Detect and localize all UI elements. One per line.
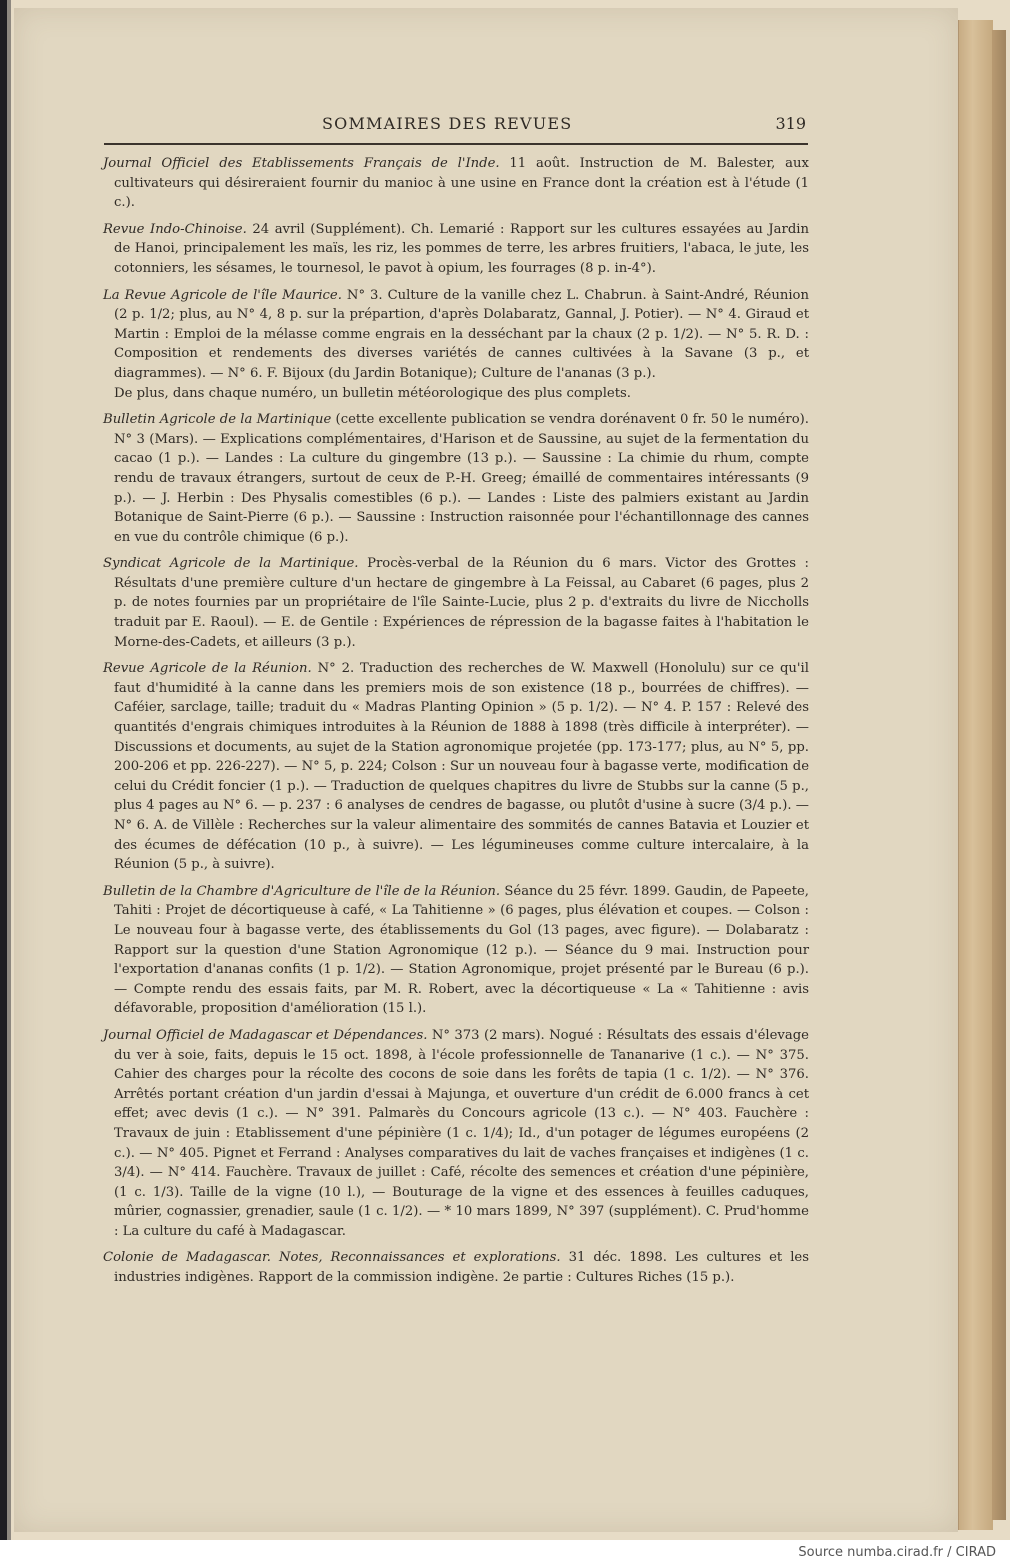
entry-chambre-agriculture-reunion: [103, 882, 809, 1019]
viewer-footer: [0, 1540, 1010, 1566]
review-summaries: [103, 154, 809, 1295]
entry-text: Séance du 25 févr. 1899. Gaudin, de Papeete, Tahiti : Projet de décortiqueuse à café, « La Tahitienne » (6 pages, plus élévation et coupes. — Colson : Le nouveau four à bagasse verte, des établissements du Gol (13 pages, avec figure). — Dolabaratz : Rapport sur la question d'une Station Agronomique (12 p.). — Séance du 9 mai. Instruction pour l'exportation d'ananas confits (1 p. 1/2). — Station Agronomique, projet présenté par le Bureau (6 p.). — Compte rendu des essais faits, par M. R. Robert, avec la décortiqueuse « La « Tahitienne : avis défavorable, proposition d'amélioration (15 l.).: [114, 883, 809, 1017]
header-rule: [104, 143, 808, 145]
entry-source: Journal Officiel de Madagascar et Dépendances.: [103, 1027, 428, 1043]
source-credit: Source numba.cirad.fr / CIRAD: [798, 1545, 996, 1560]
entry-text: (cette excellente publication se vendra dorénavent 0 fr. 50 le numéro). N° 3 (Mars). — Explications complémentaires, d'Harison et de Saussine, au sujet de la fermentation du cacao (1 p.). — Landes : La culture du gingembre (13 p.). — Saussine : La chimie du rhum, compte rendu de travaux étrangers, surtout de ceux de P.-H. Greeg; émaillé de commentaires intéressants (9 p.). — J. Herbin : Des Physalis comestibles (6 p.). — Landes : Liste des palmiers existant au Jardin Botanique de Saint-Pierre (6 p.). — Saussine : Instruction raisonnée pour l'échantillonnage des cannes en vue du contrôle chimique (6 p.).: [114, 412, 809, 545]
entry-text: 24 avril (Supplément). Ch. Lemarié : Rapport sur les cultures essayées au Jardin de Hanoi, principalement les maïs, les riz, les pommes de terre, les arbres fruitiers, l'abaca, le jute, les cotonniers, les sésames, le tournesol, le pavot à opium, les fourrages (8 p. in-4°).: [114, 221, 809, 276]
entry-text: 31 déc. 1898. Les cultures et les industries indigènes. Rapport de la commission indigène. 2e partie : Cultures Riches (15 p.).: [114, 1250, 809, 1286]
running-title: SOMMAIRES DES REVUES: [322, 114, 573, 133]
entry-text: N° 3. Culture de la vanille chez L. Chabrun. à Saint-André, Réunion (2 p. 1/2; plus, au N° 4, 8 p. sur la prépartion, d'après Dolabaratz, Gannal, J. Potier). — N° 4. Giraud et Martin : Emploi de la mélasse comme engrais en la desséchant par la chaux (2 p. 1/2). — N° 5. R. D. : Composition et rendements des diverses variétés de cannes cultivées à la Savane (3 p., et diagrammes). — N° 6. F. Bijoux (du Jardin Botanique); Culture de l'ananas (3 p.).: [114, 287, 809, 381]
entry-source: Revue Indo-Chinoise.: [103, 221, 247, 237]
entry-source: Syndicat Agricole de la Martinique.: [103, 556, 359, 572]
entry-colonie-madagascar: [103, 1248, 809, 1287]
entry-source: La Revue Agricole de l'île Maurice.: [103, 287, 342, 303]
entry-journal-officiel-inde: [103, 154, 809, 213]
page-edge-stack: [958, 20, 993, 1530]
entry-text: 11 août. Instruction de M. Balester, aux cultivateurs qui désireraient fournir du manioc à une usine en France dont la création est à l'étude (1 c.).: [114, 156, 809, 211]
entry-source: Colonie de Madagascar. Notes, Reconnaissances et explorations.: [103, 1250, 561, 1266]
entry-source: Bulletin Agricole de la Martinique: [103, 412, 332, 428]
entry-note: De plus, dans chaque numéro, un bulletin météorologique des plus complets.: [114, 385, 631, 401]
entry-journal-officiel-madagascar: [103, 1026, 809, 1242]
entry-syndicat-martinique: [103, 554, 809, 652]
entry-revue-indo-chinoise: [103, 220, 809, 279]
entry-text: N° 373 (2 mars). Nogué : Résultats des essais d'élevage du ver à soie, faits, depuis le 15 oct. 1898, à l'école professionnelle de Tananarive (1 c.). — N° 375. Cahier des charges pour la récolte des cocons de soie dans les forêts de tapia (1 c. 1/2). — N° 376. Arrêtés portant création d'un jardin d'essai à Majunga, et ouverture d'un crédit de 6.000 francs à cet effet; avec devis (1 c.). — N° 391. Palmarès du Concours agricole (13 c.). — N° 403. Fauchère : Travaux de juin : Etablissement d'une pépinière (1 c. 1/4); Id., d'un potager de légumes européens (2 c.). — N° 405. Pignet et Ferrand : Analyses comparatives du lait de vaches françaises et indigènes (1 c. 3/4). — N° 414. Fauchère. Travaux de juillet : Café, récolte des semences et création d'une pépinière, (1 c. 1/3). Taille de la vigne (10 l.), — Bouturage de la vigne et des essences à feuilles caduques, mûrier, cognassier, grenadier, saule (1 c. 1/2). — * 10 mars 1899, N° 397 (supplément). C. Prud'homme : La culture du café à Madagascar.: [114, 1027, 809, 1239]
entry-text: Procès-verbal de la Réunion du 6 mars. Victor des Grottes : Résultats d'une première culture d'un hectare de gingembre à La Feissal, au Cabaret (6 pages, plus 2 p. de notes fournies par un propriétaire de l'île Sainte-Lucie, plus 2 p. d'extraits du livre de Niccholls traduit par E. Raoul). — E. de Gentile : Expériences de répression de la bagasse faites à l'habitation le Morne-des-Cadets, et ailleurs (3 p.).: [114, 556, 809, 650]
entry-bulletin-martinique: [103, 410, 809, 547]
entry-revue-agricole-maurice: [103, 286, 809, 404]
entry-revue-agricole-reunion: [103, 659, 809, 875]
entry-text: N° 2. Traduction des recherches de W. Maxwell (Honolulu) sur ce qu'il faut d'humidité à la canne dans les premiers mois de son existence (18 p., bourrées de chiffres). — Caféier, sarclage, taille; traduit du « Madras Planting Opinion » (5 p. 1/2). — N° 4. P. 157 : Relevé des quantités d'engrais chimiques introduites à la Réunion de 1888 à 1898 (très difficile à interpréter). — Discussions et documents, au sujet de la Station agronomique projetée (pp. 173-177; plus, au N° 5, pp. 200-206 et pp. 226-227). — N° 5, p. 224; Colson : Sur un nouveau four à bagasse verte, modification de celui du Crédit foncier (1 p.). — Traduction de quelques chapitres du livre de Stubbs sur la canne (5 p., plus 4 pages au N° 6. — p. 237 : 6 analyses de cendres de bagasse, ou plutôt d'usine à sucre (3/4 p.). — N° 6. A. de Villèle : Recherches sur la valeur alimentaire des sommités de cannes Batavia et Louzier et des écumes de défécation (10 p., à suivre). — Les légumineuses comme culture intercalaire, à la Réunion (5 p., à suivre).: [114, 661, 809, 873]
page-number: 319: [775, 114, 806, 133]
book-binding: [0, 0, 7, 1540]
binding-edge: [7, 0, 11, 1540]
entry-source: Journal Officiel des Etablissements Français de l'Inde.: [103, 156, 500, 171]
entry-source: Bulletin de la Chambre d'Agriculture de l'île de la Réunion.: [103, 883, 501, 899]
entry-source: Revue Agricole de la Réunion.: [103, 661, 312, 677]
running-header: [110, 114, 810, 136]
page-edge-shadow: [992, 30, 1006, 1520]
